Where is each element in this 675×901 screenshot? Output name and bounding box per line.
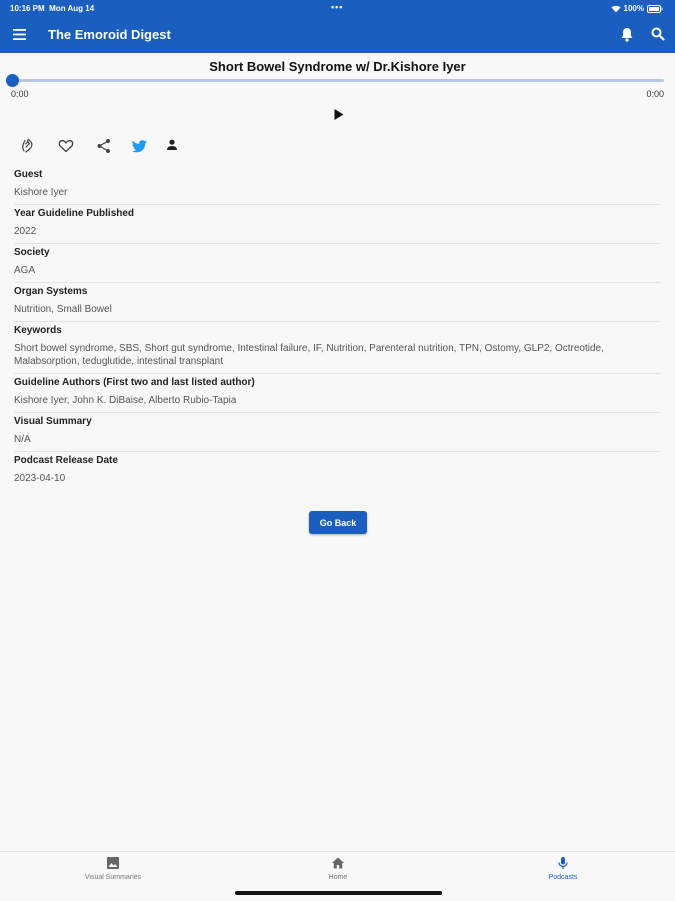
nav-item-home[interactable] (278, 856, 398, 881)
current-time: 0:00 (11, 89, 29, 99)
wifi-icon (611, 5, 621, 13)
go-back-button[interactable]: Go Back (309, 511, 367, 534)
detail-label: Guideline Authors (First two and last listed author) (14, 377, 255, 388)
search-button[interactable] (651, 27, 667, 43)
menu-button[interactable] (12, 27, 26, 41)
nav-item-podcasts[interactable] (503, 856, 623, 881)
episode-title: Short Bowel Syndrome w/ Dr.Kishore Iyer (209, 59, 466, 74)
detail-row-release-date (14, 452, 661, 490)
multitask-dots: ••• (331, 2, 344, 12)
image-icon (106, 856, 120, 870)
search-icon (651, 27, 665, 41)
detail-label: Guest (14, 169, 43, 180)
detail-row-year (14, 205, 661, 244)
nav-item-visual-summaries[interactable] (53, 856, 173, 881)
twitter-button[interactable] (132, 138, 148, 154)
detail-value: Short bowel syndrome, SBS, Short gut syndrome, Intestinal failure, IF, Nutrition, Parenteral nutrition, TPN, Ostomy, GLP2, Octreotide, Malabsorption, teduglutide, intestinal transplant (14, 343, 604, 367)
battery-percent: 100% (623, 4, 644, 13)
app-title: The Emoroid Digest (48, 27, 171, 42)
detail-label: Podcast Release Date (14, 455, 118, 466)
detail-value: Kishore Iyer, John K. DiBaise, Alberto Rubio-Tapia (14, 395, 237, 406)
play-button[interactable] (333, 108, 345, 121)
menu-icon (13, 29, 26, 40)
detail-value: Nutrition, Small Bowel (14, 304, 112, 315)
slider-thumb[interactable] (6, 74, 19, 87)
share-button[interactable] (96, 138, 112, 154)
battery-icon (647, 5, 663, 13)
status-time: 10:16 PM Mon Aug 14 (10, 4, 95, 13)
share-icon (96, 138, 112, 154)
detail-value: 2022 (14, 226, 37, 237)
detail-value: Kishore Iyer (14, 187, 68, 198)
clap-button[interactable] (20, 138, 36, 154)
detail-label: Society (14, 247, 50, 258)
microphone-icon (556, 856, 570, 870)
detail-row-authors (14, 374, 661, 413)
detail-value: 2023-04-10 (14, 473, 66, 484)
play-icon (333, 108, 345, 121)
progress-slider[interactable] (12, 79, 664, 82)
detail-row-society (14, 244, 661, 283)
twitter-icon (132, 138, 148, 154)
status-right (611, 4, 663, 13)
detail-value: N/A (14, 434, 31, 445)
guest-profile-button[interactable] (165, 138, 181, 154)
home-icon (331, 856, 345, 870)
detail-row-guest (14, 166, 661, 205)
person-icon (165, 138, 179, 152)
detail-row-keywords (14, 322, 661, 374)
detail-row-organ-systems (14, 283, 661, 322)
detail-label: Organ Systems (14, 286, 88, 297)
nav-label: Visual Summaries (84, 874, 142, 881)
home-indicator (235, 891, 442, 895)
detail-row-visual-summary (14, 413, 661, 452)
nav-label: Podcasts (548, 874, 578, 881)
detail-label: Year Guideline Published (14, 208, 135, 219)
nav-label: Home (328, 874, 348, 881)
notifications-button[interactable] (620, 27, 636, 43)
detail-label: Keywords (14, 325, 62, 336)
hands-icon (20, 138, 36, 154)
podcast-details (14, 166, 661, 490)
bell-icon (620, 27, 634, 42)
detail-value: AGA (14, 265, 36, 276)
favorite-button[interactable] (58, 138, 74, 154)
total-duration: 0:00 (646, 89, 664, 99)
app-bar (0, 0, 675, 53)
heart-icon (58, 138, 74, 154)
detail-label: Visual Summary (14, 416, 92, 427)
